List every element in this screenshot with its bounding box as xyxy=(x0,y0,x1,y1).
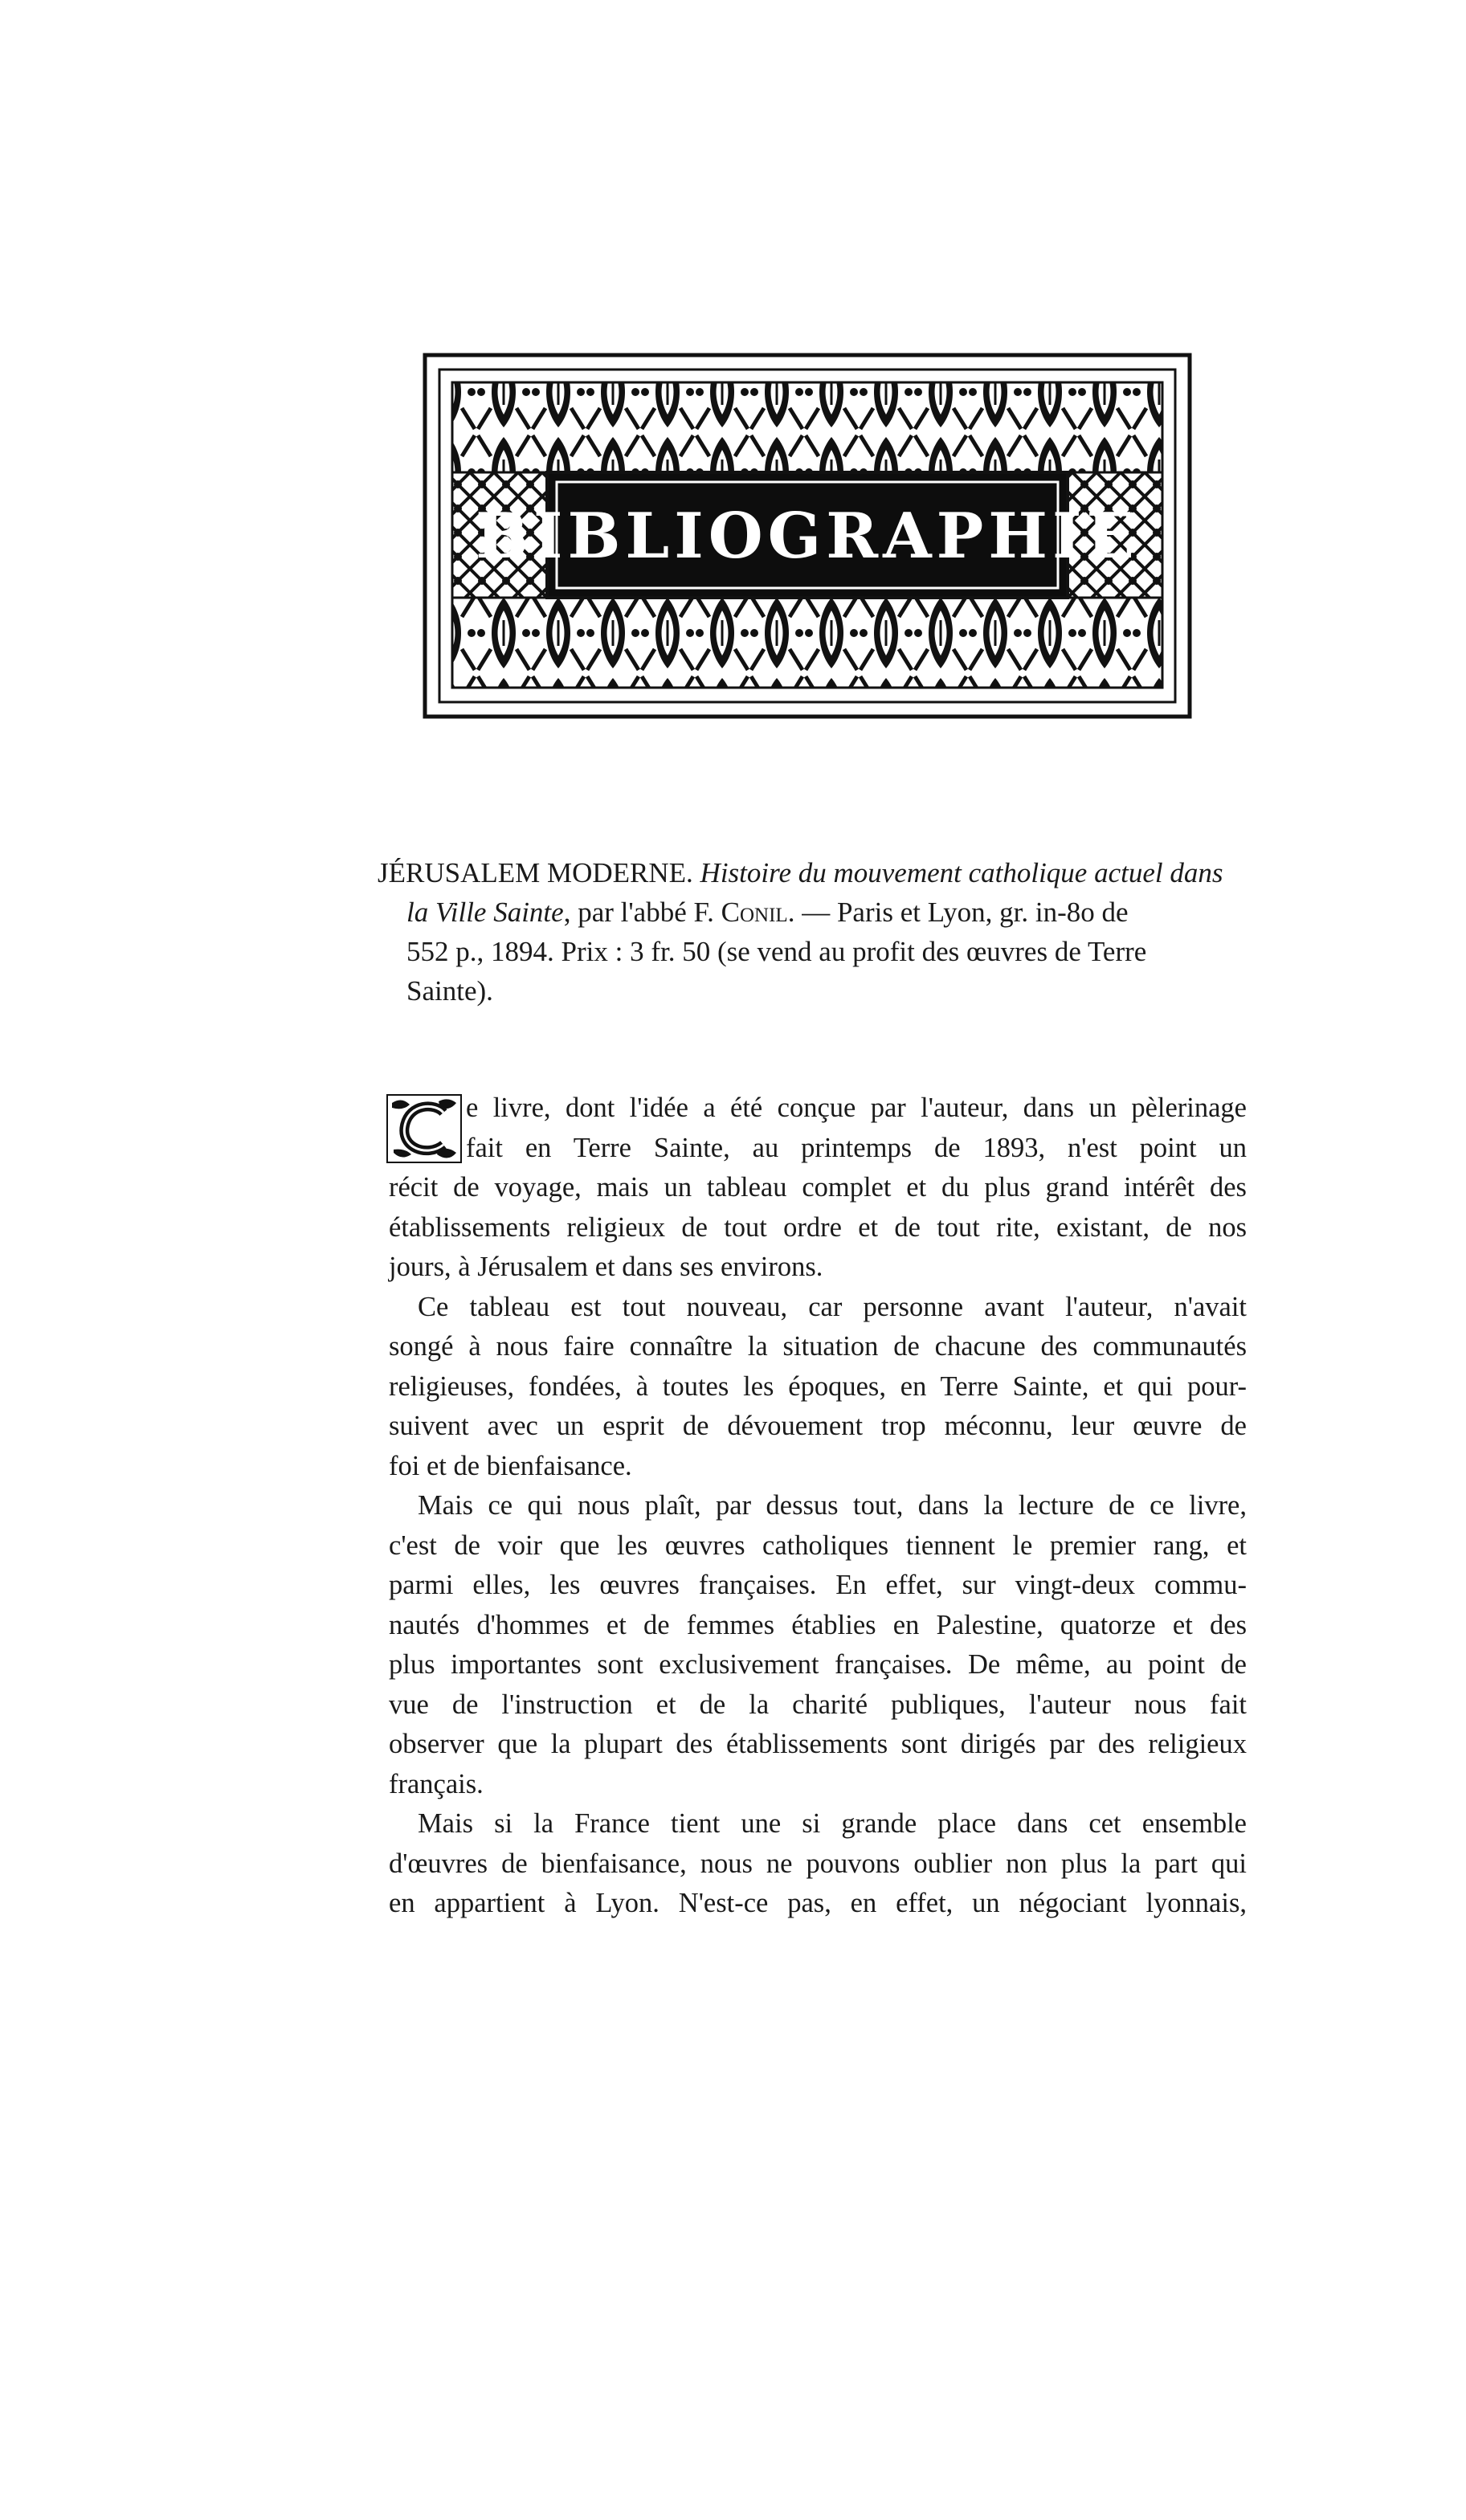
bibliographie-header-ornament xyxy=(422,352,1193,720)
book-citation xyxy=(378,853,1249,1011)
p2-line-2: songé à nous faire connaître la situation de chacune des communautés xyxy=(389,1331,1247,1362)
review-body xyxy=(389,1088,1247,1924)
p3-line-5: plus importantes sont exclusivement françaises. De même, au point de xyxy=(389,1649,1247,1680)
p3-line-7: observer que la plupart des établissements sont dirigés par des religieux xyxy=(389,1729,1247,1759)
book-subtitle-2: la Ville Sainte xyxy=(406,896,564,928)
p3-line-6: vue de l'instruction et de la charité publiques, l'auteur nous fait xyxy=(389,1689,1247,1720)
book-title: JÉRUSALEM MODERNE. xyxy=(378,857,693,888)
author-name: Conil. xyxy=(721,896,795,928)
p1-line-3: récit de voyage, mais un tableau complet et du plus grand intérêt des xyxy=(389,1172,1247,1203)
header-title: BIBLIOGRAPHIE xyxy=(476,500,1139,573)
citation-line-3: 552 p., 1894. Prix : 3 fr. 50 (se vend au profit des œuvres de Terre xyxy=(406,936,1147,967)
book-subtitle-1: Histoire du mouvement catholique actuel dans xyxy=(700,857,1223,888)
citation-line-4: Sainte). xyxy=(406,975,493,1007)
p2-line-5: foi et de bienfaisance. xyxy=(389,1450,632,1481)
ornament-frame xyxy=(422,352,1193,720)
p3-line-3: parmi elles, les œuvres françaises. En effet, sur vingt-deux commu- xyxy=(389,1570,1247,1600)
p4-line-2: d'œuvres de bienfaisance, nous ne pouvons oublier non plus la part qui xyxy=(389,1848,1247,1879)
author-prefix: , par l'abbé F. xyxy=(563,896,714,928)
p1-line-4: établissements religieux de tout ordre et de tout rite, existant, de nos xyxy=(389,1211,1247,1243)
publication-info: — Paris et Lyon, gr. in-8o de xyxy=(802,896,1129,928)
p2-line-4: suivent avec un esprit de dévouement trop méconnu, leur œuvre de xyxy=(389,1411,1247,1441)
p4-line-1: Mais si la France tient une si grande place dans cet ensemble xyxy=(418,1808,1247,1839)
p3-line-4: nautés d'hommes et de femmes établies en Palestine, quatorze et des xyxy=(389,1609,1247,1640)
p2-line-1: Ce tableau est tout nouveau, car personne avant l'auteur, n'avait xyxy=(418,1291,1247,1322)
p1-line-5: jours, à Jérusalem et dans ses environs. xyxy=(389,1252,823,1282)
p2-line-3: religieuses, fondées, à toutes les époques, en Terre Sainte, et qui pour- xyxy=(389,1370,1247,1402)
p3-line-1: Mais ce qui nous plaît, par dessus tout, dans la lecture de ce livre, xyxy=(418,1490,1247,1521)
p1-line-2: fait en Terre Sainte, au printemps de 1893, n'est point un xyxy=(466,1132,1247,1163)
p3-line-2: c'est de voir que les œuvres catholiques tiennent le premier rang, et xyxy=(389,1530,1247,1561)
p1-line-1: e livre, dont l'idée a été conçue par l'auteur, dans un pèlerinage xyxy=(466,1093,1247,1123)
p4-line-3: en appartient à Lyon. N'est-ce pas, en effet, un négociant lyonnais, xyxy=(389,1888,1247,1918)
dropcap-ornament xyxy=(386,1093,463,1164)
p3-line-8: français. xyxy=(389,1768,484,1799)
